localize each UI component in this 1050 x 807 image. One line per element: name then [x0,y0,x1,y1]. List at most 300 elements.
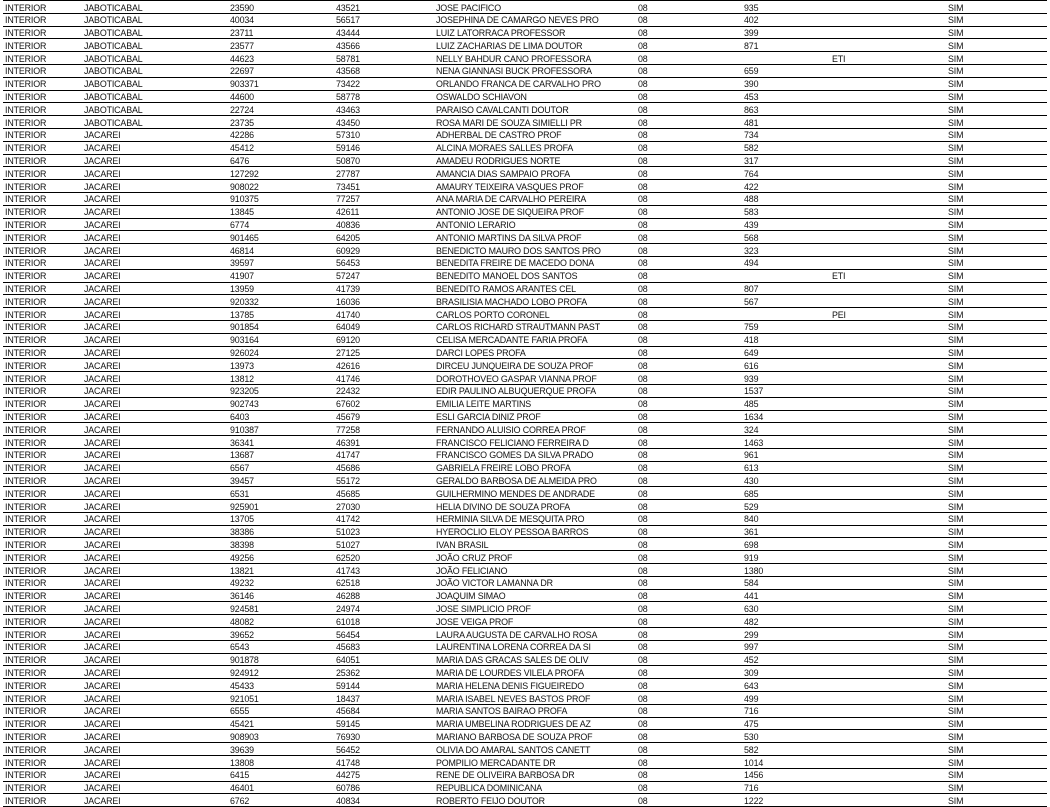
school-id-cell: 41743 [334,563,434,576]
school-id-cell: 18437 [334,691,434,704]
count-cell: 422 [742,179,830,192]
school-name-cell: ANTONIO LERARIO [434,218,636,231]
school-id-cell: 40834 [334,794,434,807]
table-row [3,474,1047,487]
status-cell: SIM [946,781,1047,794]
code-cell: 39457 [228,474,334,487]
school-name-cell: AMADEU RODRIGUES NORTE [434,154,636,167]
region-cell: INTERIOR [3,730,82,743]
count-cell: 530 [742,730,830,743]
status-cell: SIM [946,486,1047,499]
code-cell: 903371 [228,77,334,90]
status-cell: SIM [946,26,1047,39]
status-cell: SIM [946,64,1047,77]
count-cell: 764 [742,167,830,180]
status-cell: SIM [946,499,1047,512]
school-id-cell: 43444 [334,26,434,39]
school-id-cell: 56454 [334,627,434,640]
code-cell: 923205 [228,384,334,397]
table-row [3,103,1047,116]
program-cell [830,397,946,410]
table-row [3,77,1047,90]
code-cell: 22697 [228,64,334,77]
status-cell: SIM [946,13,1047,26]
city-cell: JABOTICABAL [82,39,228,52]
region-cell: INTERIOR [3,768,82,781]
city-cell: JACAREI [82,576,228,589]
status-cell: SIM [946,640,1047,653]
code-cell: 41907 [228,269,334,282]
program-cell [830,192,946,205]
status-cell: SIM [946,77,1047,90]
count-cell: 402 [742,13,830,26]
school-name-cell: MARIA UMBELINA RODRIGUES DE AZ [434,717,636,730]
city-cell: JACAREI [82,192,228,205]
region-cell: INTERIOR [3,231,82,244]
region-cell: INTERIOR [3,435,82,448]
region-cell: INTERIOR [3,691,82,704]
grade-cell: 08 [636,90,742,103]
school-id-cell: 27030 [334,499,434,512]
region-cell: INTERIOR [3,653,82,666]
school-name-cell: CARLOS PORTO CORONEL [434,307,636,320]
city-cell: JACAREI [82,422,228,435]
city-cell: JACAREI [82,218,228,231]
region-cell: INTERIOR [3,346,82,359]
code-cell: 42286 [228,128,334,141]
grade-cell: 08 [636,589,742,602]
status-cell: SIM [946,768,1047,781]
school-name-cell: GUILHERMINO MENDES DE ANDRADE [434,486,636,499]
code-cell: 13845 [228,205,334,218]
school-name-cell: MARIANO BARBOSA DE SOUZA PROF [434,730,636,743]
school-name-cell: BENEDITO MANOEL DOS SANTOS [434,269,636,282]
school-name-cell: LUIZ ZACHARIAS DE LIMA DOUTOR [434,39,636,52]
grade-cell: 08 [636,691,742,704]
table-row [3,1,1047,14]
table-row [3,244,1047,257]
table-row [3,410,1047,423]
code-cell: 49256 [228,550,334,563]
status-cell: SIM [946,794,1047,807]
status-cell: SIM [946,397,1047,410]
status-cell: SIM [946,678,1047,691]
status-cell: SIM [946,179,1047,192]
grade-cell: 08 [636,39,742,52]
table-row [3,794,1047,807]
school-id-cell: 22432 [334,384,434,397]
school-name-cell: ANA MARIA DE CARVALHO PEREIRA [434,192,636,205]
city-cell: JABOTICABAL [82,103,228,116]
city-cell: JABOTICABAL [82,13,228,26]
school-name-cell: JOSE SIMPLICIO PROF [434,602,636,615]
school-id-cell: 24974 [334,602,434,615]
count-cell: 299 [742,627,830,640]
status-cell: SIM [946,410,1047,423]
school-id-cell: 62518 [334,576,434,589]
school-id-cell: 64205 [334,231,434,244]
region-cell: INTERIOR [3,154,82,167]
city-cell: JACAREI [82,666,228,679]
code-cell: 13705 [228,512,334,525]
city-cell: JACAREI [82,384,228,397]
region-cell: INTERIOR [3,307,82,320]
count-cell: 584 [742,576,830,589]
school-name-cell: ADHERBAL DE CASTRO PROF [434,128,636,141]
school-id-cell: 50870 [334,154,434,167]
school-id-cell: 42611 [334,205,434,218]
count-cell: 309 [742,666,830,679]
table-row [3,704,1047,717]
table-row [3,26,1047,39]
count-cell: 734 [742,128,830,141]
code-cell: 925901 [228,499,334,512]
school-name-cell: LAURENTINA LORENA CORREA DA SI [434,640,636,653]
code-cell: 49232 [228,576,334,589]
code-cell: 22724 [228,103,334,116]
code-cell: 908903 [228,730,334,743]
program-cell [830,794,946,807]
school-id-cell: 77258 [334,422,434,435]
count-cell: 390 [742,77,830,90]
table-row [3,384,1047,397]
count-cell: 997 [742,640,830,653]
region-cell: INTERIOR [3,538,82,551]
school-name-cell: JOSE PACIFICO [434,0,636,13]
count-cell: 323 [742,243,830,256]
status-cell: SIM [946,103,1047,116]
status-cell: SIM [946,358,1047,371]
program-cell [830,486,946,499]
region-cell: INTERIOR [3,128,82,141]
region-cell: INTERIOR [3,243,82,256]
count-cell: 643 [742,678,830,691]
grade-cell: 08 [636,422,742,435]
table-body [3,1,1047,807]
program-cell [830,474,946,487]
code-cell: 45412 [228,141,334,154]
table-row [3,679,1047,692]
code-cell: 23711 [228,26,334,39]
status-cell: SIM [946,205,1047,218]
school-name-cell: FRANCISCO GOMES DA SILVA PRADO [434,448,636,461]
school-id-cell: 55172 [334,474,434,487]
city-cell: JACAREI [82,794,228,807]
grade-cell: 08 [636,231,742,244]
school-id-cell: 59146 [334,141,434,154]
table-row [3,52,1047,65]
school-name-cell: JOSEPHINA DE CAMARGO NEVES PRO [434,13,636,26]
status-cell: SIM [946,243,1047,256]
city-cell: JACAREI [82,179,228,192]
city-cell: JACAREI [82,397,228,410]
count-cell: 807 [742,282,830,295]
school-id-cell: 46288 [334,589,434,602]
grade-cell: 08 [636,512,742,525]
school-id-cell: 59145 [334,717,434,730]
program-cell [830,614,946,627]
region-cell: INTERIOR [3,371,82,384]
count-cell: 482 [742,614,830,627]
school-id-cell: 60786 [334,781,434,794]
region-cell: INTERIOR [3,64,82,77]
count-cell: 430 [742,474,830,487]
status-cell: SIM [946,307,1047,320]
region-cell: INTERIOR [3,474,82,487]
school-id-cell: 59144 [334,678,434,691]
code-cell: 23590 [228,0,334,13]
region-cell: INTERIOR [3,666,82,679]
status-cell: SIM [946,448,1047,461]
table-row [3,602,1047,615]
school-id-cell: 42616 [334,358,434,371]
code-cell: 46401 [228,781,334,794]
city-cell: JABOTICABAL [82,115,228,128]
school-id-cell: 45685 [334,486,434,499]
school-id-cell: 45684 [334,704,434,717]
code-cell: 40034 [228,13,334,26]
status-cell: SIM [946,218,1047,231]
code-cell: 6762 [228,794,334,807]
program-cell [830,742,946,755]
code-cell: 13808 [228,755,334,768]
grade-cell: 08 [636,13,742,26]
region-cell: INTERIOR [3,742,82,755]
city-cell: JACAREI [82,461,228,474]
program-cell [830,154,946,167]
region-cell: INTERIOR [3,13,82,26]
count-cell: 317 [742,154,830,167]
table-row [3,359,1047,372]
count-cell: 475 [742,717,830,730]
school-name-cell: FRANCISCO FELICIANO FERREIRA D [434,435,636,448]
grade-cell: 08 [636,141,742,154]
school-name-cell: MARIA DAS GRACAS SALES DE OLIV [434,653,636,666]
table-row [3,295,1047,308]
region-cell: INTERIOR [3,781,82,794]
school-id-cell: 27125 [334,346,434,359]
school-name-cell: NELLY BAHDUR CANO PROFESSORA [434,51,636,64]
region-cell: INTERIOR [3,141,82,154]
code-cell: 45433 [228,678,334,691]
status-cell: SIM [946,461,1047,474]
grade-cell: 08 [636,179,742,192]
school-name-cell: MARIA SANTOS BAIRAO PROFA [434,704,636,717]
school-id-cell: 57247 [334,269,434,282]
grade-cell: 08 [636,205,742,218]
grade-cell: 08 [636,627,742,640]
program-cell [830,730,946,743]
code-cell: 48082 [228,614,334,627]
city-cell: JACAREI [82,295,228,308]
region-cell: INTERIOR [3,77,82,90]
grade-cell: 08 [636,410,742,423]
grade-cell: 08 [636,154,742,167]
code-cell: 46814 [228,243,334,256]
school-name-cell: OSWALDO SCHIAVON [434,90,636,103]
school-id-cell: 25362 [334,666,434,679]
school-name-cell: DOROTHOVEO GASPAR VIANNA PROF [434,371,636,384]
count-cell: 324 [742,422,830,435]
region-cell: INTERIOR [3,602,82,615]
school-id-cell: 64051 [334,653,434,666]
count-cell: 494 [742,256,830,269]
count-cell: 1456 [742,768,830,781]
program-cell [830,333,946,346]
count-cell: 659 [742,64,830,77]
city-cell: JACAREI [82,371,228,384]
table-row [3,231,1047,244]
grade-cell: 08 [636,563,742,576]
city-cell: JACAREI [82,678,228,691]
count-cell [742,269,830,282]
code-cell: 6543 [228,640,334,653]
table-row [3,653,1047,666]
code-cell: 127292 [228,167,334,180]
program-cell [830,77,946,90]
code-cell: 39652 [228,627,334,640]
code-cell: 13812 [228,371,334,384]
status-cell: SIM [946,512,1047,525]
region-cell: INTERIOR [3,589,82,602]
city-cell: JACAREI [82,256,228,269]
code-cell: 903164 [228,333,334,346]
code-cell: 44600 [228,90,334,103]
school-id-cell: 76930 [334,730,434,743]
grade-cell: 08 [636,640,742,653]
city-cell: JABOTICABAL [82,64,228,77]
school-id-cell: 56453 [334,256,434,269]
status-cell: SIM [946,51,1047,64]
count-cell: 630 [742,602,830,615]
table-row [3,538,1047,551]
table-row [3,346,1047,359]
school-name-cell: HELIA DIVINO DE SOUZA PROFA [434,499,636,512]
city-cell: JACAREI [82,448,228,461]
program-cell [830,256,946,269]
school-name-cell: ANTONIO MARTINS DA SILVA PROF [434,231,636,244]
city-cell: JACAREI [82,563,228,576]
city-cell: JACAREI [82,730,228,743]
count-cell: 685 [742,486,830,499]
table-row [3,218,1047,231]
table-row [3,589,1047,602]
city-cell: JACAREI [82,205,228,218]
school-name-cell: LUIZ LATORRACA PROFESSOR [434,26,636,39]
school-name-cell: ALCINA MORAES SALLES PROFA [434,141,636,154]
table-row [3,397,1047,410]
table-row [3,333,1047,346]
school-name-cell: GABRIELA FREIRE LOBO PROFA [434,461,636,474]
region-cell: INTERIOR [3,320,82,333]
status-cell: SIM [946,167,1047,180]
program-cell [830,26,946,39]
status-cell: SIM [946,525,1047,538]
city-cell: JACAREI [82,410,228,423]
city-cell: JACAREI [82,346,228,359]
program-cell [830,295,946,308]
program-cell [830,103,946,116]
city-cell: JACAREI [82,231,228,244]
school-name-cell: JOÃO VICTOR LAMANNA DR [434,576,636,589]
region-cell: INTERIOR [3,755,82,768]
region-cell: INTERIOR [3,51,82,64]
region-cell: INTERIOR [3,103,82,116]
table-row [3,372,1047,385]
program-cell [830,282,946,295]
school-id-cell: 41739 [334,282,434,295]
count-cell: 481 [742,115,830,128]
region-cell: INTERIOR [3,627,82,640]
grade-cell: 08 [636,550,742,563]
status-cell: SIM [946,115,1047,128]
status-cell: SIM [946,231,1047,244]
region-cell: INTERIOR [3,614,82,627]
school-name-cell: MARIA ISABEL NEVES BASTOS PROF [434,691,636,704]
program-cell [830,422,946,435]
region-cell: INTERIOR [3,422,82,435]
school-id-cell: 77257 [334,192,434,205]
grade-cell: 08 [636,295,742,308]
school-id-cell: 73451 [334,179,434,192]
school-name-cell: POMPILIO MERCADANTE DR [434,755,636,768]
table-row [3,640,1047,653]
count-cell: 568 [742,231,830,244]
region-cell: INTERIOR [3,282,82,295]
grade-cell: 08 [636,730,742,743]
school-name-cell: ESLI GARCIA DINIZ PROF [434,410,636,423]
table-row [3,512,1047,525]
table-row [3,320,1047,333]
city-cell: JACAREI [82,128,228,141]
status-cell: SIM [946,602,1047,615]
program-cell [830,627,946,640]
city-cell: JACAREI [82,333,228,346]
school-id-cell: 44275 [334,768,434,781]
city-cell: JACAREI [82,589,228,602]
program-cell [830,550,946,563]
school-id-cell: 57310 [334,128,434,141]
school-id-cell: 67602 [334,397,434,410]
count-cell: 583 [742,205,830,218]
code-cell: 39639 [228,742,334,755]
code-cell: 901854 [228,320,334,333]
status-cell: SIM [946,627,1047,640]
status-cell: SIM [946,576,1047,589]
city-cell: JABOTICABAL [82,90,228,103]
city-cell: JABOTICABAL [82,51,228,64]
school-name-cell: CARLOS RICHARD STRAUTMANN PAST [434,320,636,333]
region-cell: INTERIOR [3,384,82,397]
grade-cell: 08 [636,576,742,589]
count-cell: 361 [742,525,830,538]
school-name-cell: REPUBLICA DOMINICANA [434,781,636,794]
code-cell: 13785 [228,307,334,320]
region-cell: INTERIOR [3,205,82,218]
school-id-cell: 40836 [334,218,434,231]
grade-cell: 08 [636,371,742,384]
city-cell: JACAREI [82,154,228,167]
code-cell: 910387 [228,422,334,435]
status-cell: SIM [946,141,1047,154]
program-cell [830,448,946,461]
table-row [3,628,1047,641]
grade-cell: 08 [636,103,742,116]
school-id-cell: 41747 [334,448,434,461]
school-id-cell: 51027 [334,538,434,551]
status-cell: SIM [946,717,1047,730]
table-row [3,461,1047,474]
